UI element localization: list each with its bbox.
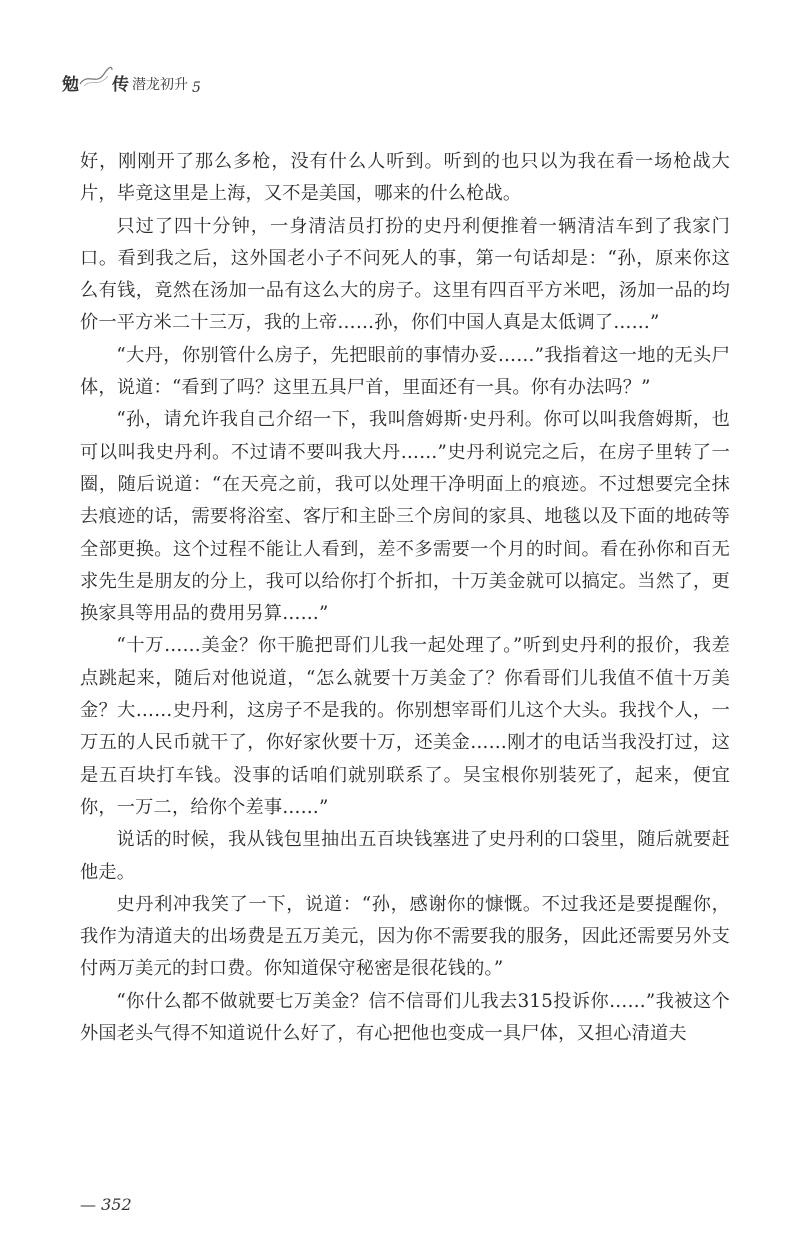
header-volume-number: 5 xyxy=(192,80,201,96)
header-title-char: 勉 xyxy=(62,75,79,95)
header-title-char: 传 xyxy=(112,75,129,95)
paragraph: 史丹利冲我笑了一下，说道：“孙，感谢你的慷慨。不过我还是要提醒你，我作为清道夫的出场费是五万美元，因为你不需要我的服务，因此还需要另外支付两万美元的封口费。你知道保守秘密是很花钱的。” xyxy=(80,893,730,980)
paragraph: “孙，请允许我自己介绍一下，我叫詹姆斯·史丹利。你可以叫我詹姆斯，也可以叫我史丹利。不过请不要叫我大丹……”史丹利说完之后，在房子里转了一圈，随后说道：“在天亮之前，我可以处理干净明面上的痕迹。不过想要完全抹去痕迹的话，需要将浴室、客厅和主卧三个房间的家具、地毯以及下面的地砖等全部更换。这个过程不能让人看到，差不多需要一个月的时间。看在孙你和百无求先生是朋友的分上，我可以给你打个折扣，十万美金就可以搞定。当然了，更换家具等用品的费用另算……” xyxy=(80,409,730,625)
decorative-swash-icon xyxy=(78,66,114,90)
header-subtitle: 潜龙初升 xyxy=(132,77,188,93)
page-number: — 352 xyxy=(80,1195,132,1214)
paragraph: “十万……美金？你干脆把哥们儿我一起处理了。”听到史丹利的报价，我差点跳起来，随后对他说道，“怎么就要十万美金了？你看哥们儿我值不值十万美金？大……史丹利，这房子不是我的。你别想宰哥们儿这个大头。我找个人，一万五的人民币就干了，你好家伙要十万，还美金……刚才的电话当我没打过，这是五百块打车钱。没事的话咱们就别联系了。吴宝根你别装死了，起来，便宜你，一万二，给你个差事……” xyxy=(80,635,730,818)
running-header xyxy=(62,62,262,102)
paragraph: 说话的时候，我从钱包里抽出五百块钱塞进了史丹利的口袋里，随后就要赶他走。 xyxy=(80,829,730,883)
paragraph: “你什么都不做就要七万美金？信不信哥们儿我去315投诉你……”我被这个外国老头气得不知道说什么好了，有心把他也变成一具尸体，又担心清道夫 xyxy=(80,990,730,1045)
paragraph: 好，刚刚开了那么多枪，没有什么人听到。听到的也只以为我在看一场枪战大片，毕竟这里是上海，又不是美国，哪来的什么枪战。 xyxy=(80,151,730,205)
paragraph: 只过了四十分钟，一身清洁员打扮的史丹利便推着一辆清洁车到了我家门口。看到我之后，这外国老小子不问死人的事，第一句话却是：“孙，原来你这么有钱，竟然在汤加一品有这么大的房子。这里有四百平方米吧，汤加一品的均价一平方米二十三万，我的上帝……孙，你们中国人真是太低调了……” xyxy=(80,215,730,334)
chapter-body xyxy=(80,146,730,1050)
paragraph: “大丹，你别管什么房子，先把眼前的事情办妥……”我指着这一地的无头尸体，说道：“看到了吗？这里五具尸首，里面还有一具。你有办法吗？” xyxy=(80,344,730,399)
